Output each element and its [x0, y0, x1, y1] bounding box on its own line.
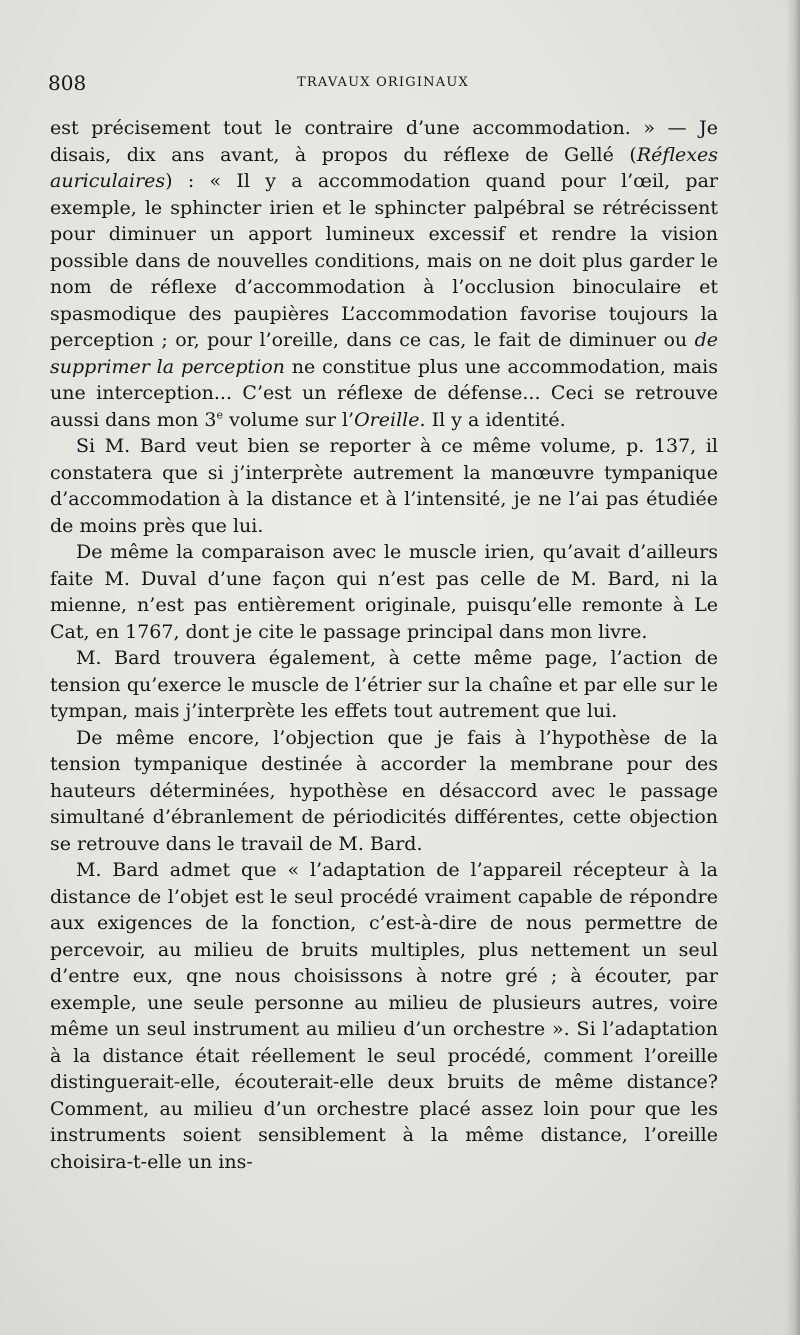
page-number: 808: [48, 71, 87, 95]
paragraph: [50, 115, 718, 433]
text-segment: M. Bard admet que « l’adaptation de l’appareil récepteur à la distance de l’objet est le seul procédé vraiment capable de répondre aux exigences de la fonction, c’est-à-dire de nous permettre de percevoir, au milieu de bruits multiples, plus nettement un seul d’entre eux, qne nous choisissons à notre gré ; à écouter, par exemple, une seule personne au milieu de plusieurs autres, voire même un seul instrument au milieu d’un orchestre ». Si l’adaptation à la distance était réellement le seul procédé, comment l’oreille distinguerait-elle, écouterait-elle deux bruits de même distance? Comment, au milieu d’un orchestre placé assez loin pour que les instruments soient sensiblement à la même distance, l’oreille choisira-t-elle un ins-: [50, 859, 718, 1173]
text-segment: Si M. Bard veut bien se reporter à ce même volume, p. 137, il constatera que si j’interprète autrement la manœuvre tympanique d’accommodation à la distance et à l’intensité, je ne l’ai pas étudiée de moins près que lui.: [50, 435, 718, 537]
paragraph: [50, 539, 718, 645]
text-segment: est précisement tout le contraire d’une accommodation. » — Je disais, dix ans avant, à propos du réflexe de Gellé (: [50, 117, 718, 166]
text-segment: . Il y a identité.: [419, 408, 566, 431]
italic-text: Oreille: [354, 408, 420, 431]
paragraph: [50, 857, 718, 1175]
italic-text: de supprimer la perception: [50, 329, 718, 378]
text-segment: M. Bard trouvera également, à cette même page, l’action de tension qu’exerce le muscle de l’étrier sur la chaîne et par elle sur le tympan, mais j’interprète les effets tout autrement que lui.: [50, 647, 718, 722]
body-text: [50, 115, 718, 1175]
text-segment: volume sur l’: [223, 408, 355, 431]
page-edge-shadow: [786, 0, 800, 1335]
paragraph: [50, 725, 718, 858]
text-segment: De même encore, l’objection que je fais à l’hypothèse de la tension tympanique destinée à accorder la membrane pour des hauteurs déterminées, hypothèse en désaccord avec le passage simultané d’ébranlement de périodicités différentes, cette objection se retrouve dans le travail de M. Bard.: [50, 726, 718, 855]
text-segment: ne constitue plus une accommodation, mais une interception... C’est un réflexe de défense... Ceci se retrouve aussi dans mon 3: [50, 355, 718, 431]
text-segment: ) : « Il y a accommodation quand pour l’œil, par exemple, le sphincter irien et le sphincter palpébral se rétrécissent pour diminuer un apport lumineux excessif et rendre la vision possible dans de nouvelles conditions, mais on ne doit plus garder le nom de réflexe d’accommodation à l’occlusion binoculaire et spasmodique des paupières L’accommodation favorise toujours la perception ; or, pour l’oreille, dans ce cas, le fait de diminuer ou: [50, 170, 718, 351]
italic-text: Réflexes auriculaires: [50, 143, 718, 192]
paragraph: [50, 433, 718, 539]
running-head: TRAVAUX ORIGINAUX: [297, 75, 469, 90]
superscript: e: [216, 408, 224, 422]
page-header: [48, 68, 718, 98]
text-segment: De même la comparaison avec le muscle irien, qu’avait d’ailleurs faite M. Duval d’une façon qui n’est pas celle de M. Bard, ni la mienne, n’est pas entièrement originale, puisqu’elle remonte à Le Cat, en 1767, dont je cite le passage principal dans mon livre.: [50, 541, 718, 643]
paragraph: [50, 645, 718, 725]
